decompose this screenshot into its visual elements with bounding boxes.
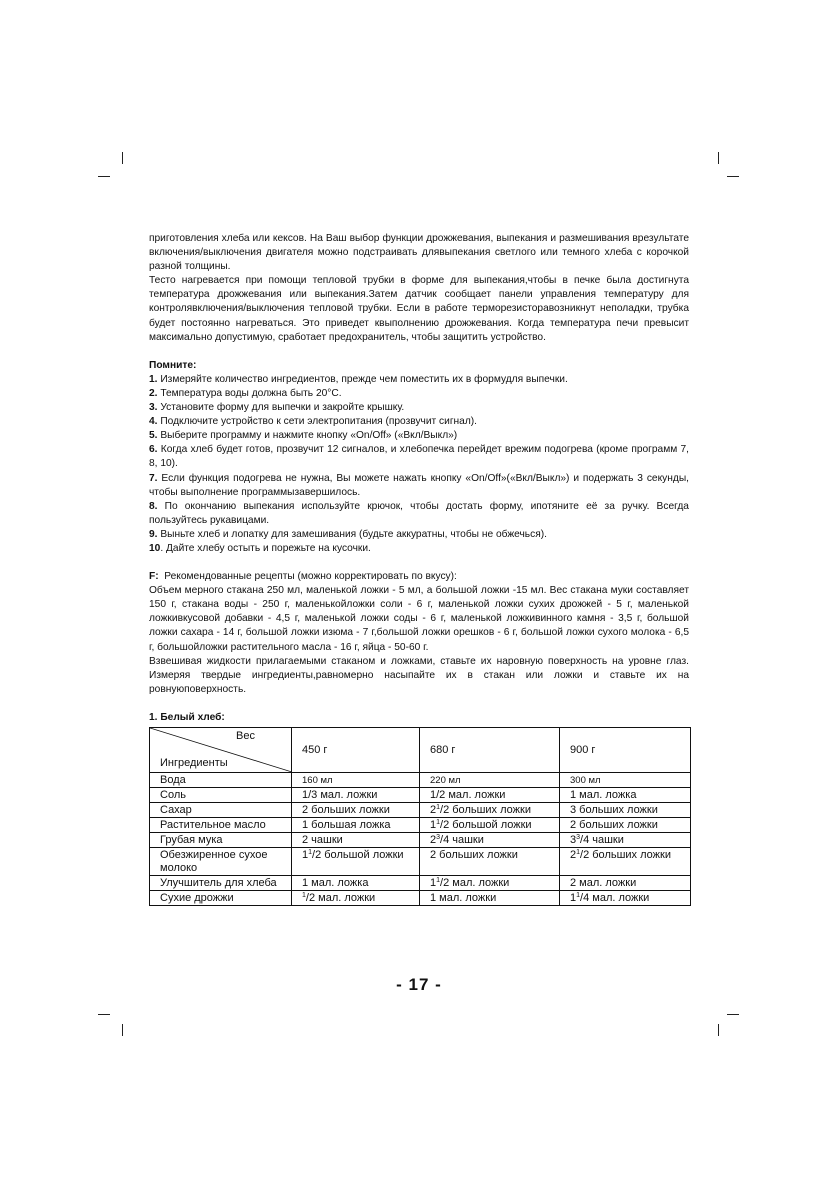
table-row: Сахар 2 больших ложки $2^1/2$ больших ложки 3 больших ложки [150, 803, 691, 818]
weight-label: Вес [236, 730, 255, 742]
measures-paragraph: Объем мерного стакана 250 мл, маленькой ложки - 5 мл, а большой ложки -15 мл. Вес стакана муки составляет 150 г, стакана воды - 250 г, маленькойложки соли - 6 г, маленькой ложки сухих дрожжей - 5 г, маленькой ложкивкусовой добавки - 4,5 г, маленькой ложки соды - 6 г, маленькой ложкивинного камня - 3,5 г, большой ложки сахара - 14 г, большой ложки изюма - 7 г,большой ложки орешков - 6 г, большой ложки сухого молока - 6,5 г, большойложки растительного масла - 16 г, яйца - 50-60 г. [149, 585, 689, 653]
crop-mark [718, 1024, 719, 1036]
column-header: 900 г [560, 728, 691, 773]
crop-mark [727, 1014, 739, 1015]
list-item: 7. Если функция подогрева не нужна, Вы можете нажать кнопку «On/Off»(«Вкл/Выкл») и подержать 3 секунды, чтобы выполнение программызавершилось. [149, 472, 689, 498]
list-item: 2. Температура воды должна быть 20°С. [149, 387, 342, 399]
list-item: 1. Измеряйте количество ингредиентов, прежде чем поместить их в формудля выпечки. [149, 373, 568, 385]
list-item: 8. По окончанию выпекания используйте крючок, чтобы достать форму, ипотяните её за ручку. Всегда пользуйтесь рукавицами. [149, 500, 689, 526]
list-item: 4. Подключите устройство к сети электропитания (прозвучит сигнал). [149, 416, 478, 428]
table-row: Соль 1/3 мал. ложки 1/2 мал. ложки 1 мал. ложка [150, 788, 691, 803]
list-item: 10. Дайте хлебу остыть и порежьте на кусочки. [149, 542, 371, 554]
list-item: 6. Когда хлеб будет готов, прозвучит 12 сигналов, и хлебопечка перейдет врежим подогрева (кроме программ 7, 8, 10). [149, 444, 689, 470]
remember-list [149, 373, 689, 556]
recipe-table [149, 727, 691, 906]
table-row: Улучшитель для хлеба 1 мал. ложка $1^1/2$ мал. ложки 2 мал. ложки [150, 876, 691, 891]
crop-mark [727, 176, 739, 177]
table-header-row [150, 728, 691, 773]
list-item: 9. Выньте хлеб и лопатку для замешивания (будьте аккуратны, чтобы не обжечься). [149, 528, 547, 540]
list-item: 5. Выберите программу и нажмите кнопку «On/Off» («Вкл/Выкл») [149, 430, 458, 442]
table-row: Сухие дрожжи $^1$/2 мал. ложки 1 мал. ложки $1^1/4$ мал. ложки [150, 891, 691, 906]
column-header: 680 г [420, 728, 560, 773]
recipes-heading: F: Рекомендованные рецепты (можно корректировать по вкусу): [149, 571, 457, 583]
page-number: - 17 - [396, 975, 442, 994]
table-corner-cell [150, 728, 292, 773]
crop-mark [98, 176, 110, 177]
remember-heading: Помните: [149, 359, 197, 371]
table-title: 1. Белый хлеб: [149, 711, 225, 723]
crop-mark [122, 152, 123, 164]
crop-mark [122, 1024, 123, 1036]
crop-mark [718, 152, 719, 164]
table-row: Вода 160 мл 220 мл 300 мл [150, 773, 691, 788]
table-row: Растительное масло 1 большая ложка $1^1/2$ большой ложки 2 больших ложки [150, 818, 691, 833]
page-content [149, 232, 689, 906]
measures-paragraph: Взвешивая жидкости прилагаемыми стаканом и ложками, ставьте их наровную поверхность на уровне глаз. Измеряя твердые ингредиенты,равномерно насыпайте их в стакан или ложки и ставьте их на ровнуюповерхность. [149, 655, 689, 695]
table-row: Обезжиренное сухое молоко $1^1/2$ большой ложки 2 больших ложки $2^1/2$ больших ложки [150, 848, 691, 876]
intro-paragraph: приготовления хлеба или кексов. На Ваш выбор функции дрожжевания, выпекания и размешивания врезультате включения/выключения двигателя можно подстраивать длявыпекания светлого или темного хлеба с корочкой разной толщины. [149, 233, 689, 273]
crop-mark [98, 1014, 110, 1015]
table-row: Грубая мука 2 чашки $2^3/4$ чашки $3^3/4$ чашки [150, 833, 691, 848]
intro-paragraph: Тесто нагревается при помощи тепловой трубки в форме для выпекания,чтобы в печке была достигнута температура дрожжевания или выпекания.Затем датчик сообщает панели управления температуру для контролявключения/выключения тепловой трубки. Если в работе терморезисторавозникнут неполадки, трубка будет постоянно нагреваться. Это приведет квыполнению дрожжевания. Когда температура печи превысит максимально допустимую, сработает предохранитель, чтобы защитить устройство. [149, 275, 689, 343]
column-header: 450 г [292, 728, 420, 773]
ingredients-label: Ингредиенты [160, 757, 228, 769]
list-item: 3. Установите форму для выпечки и закройте крышку. [149, 402, 405, 414]
